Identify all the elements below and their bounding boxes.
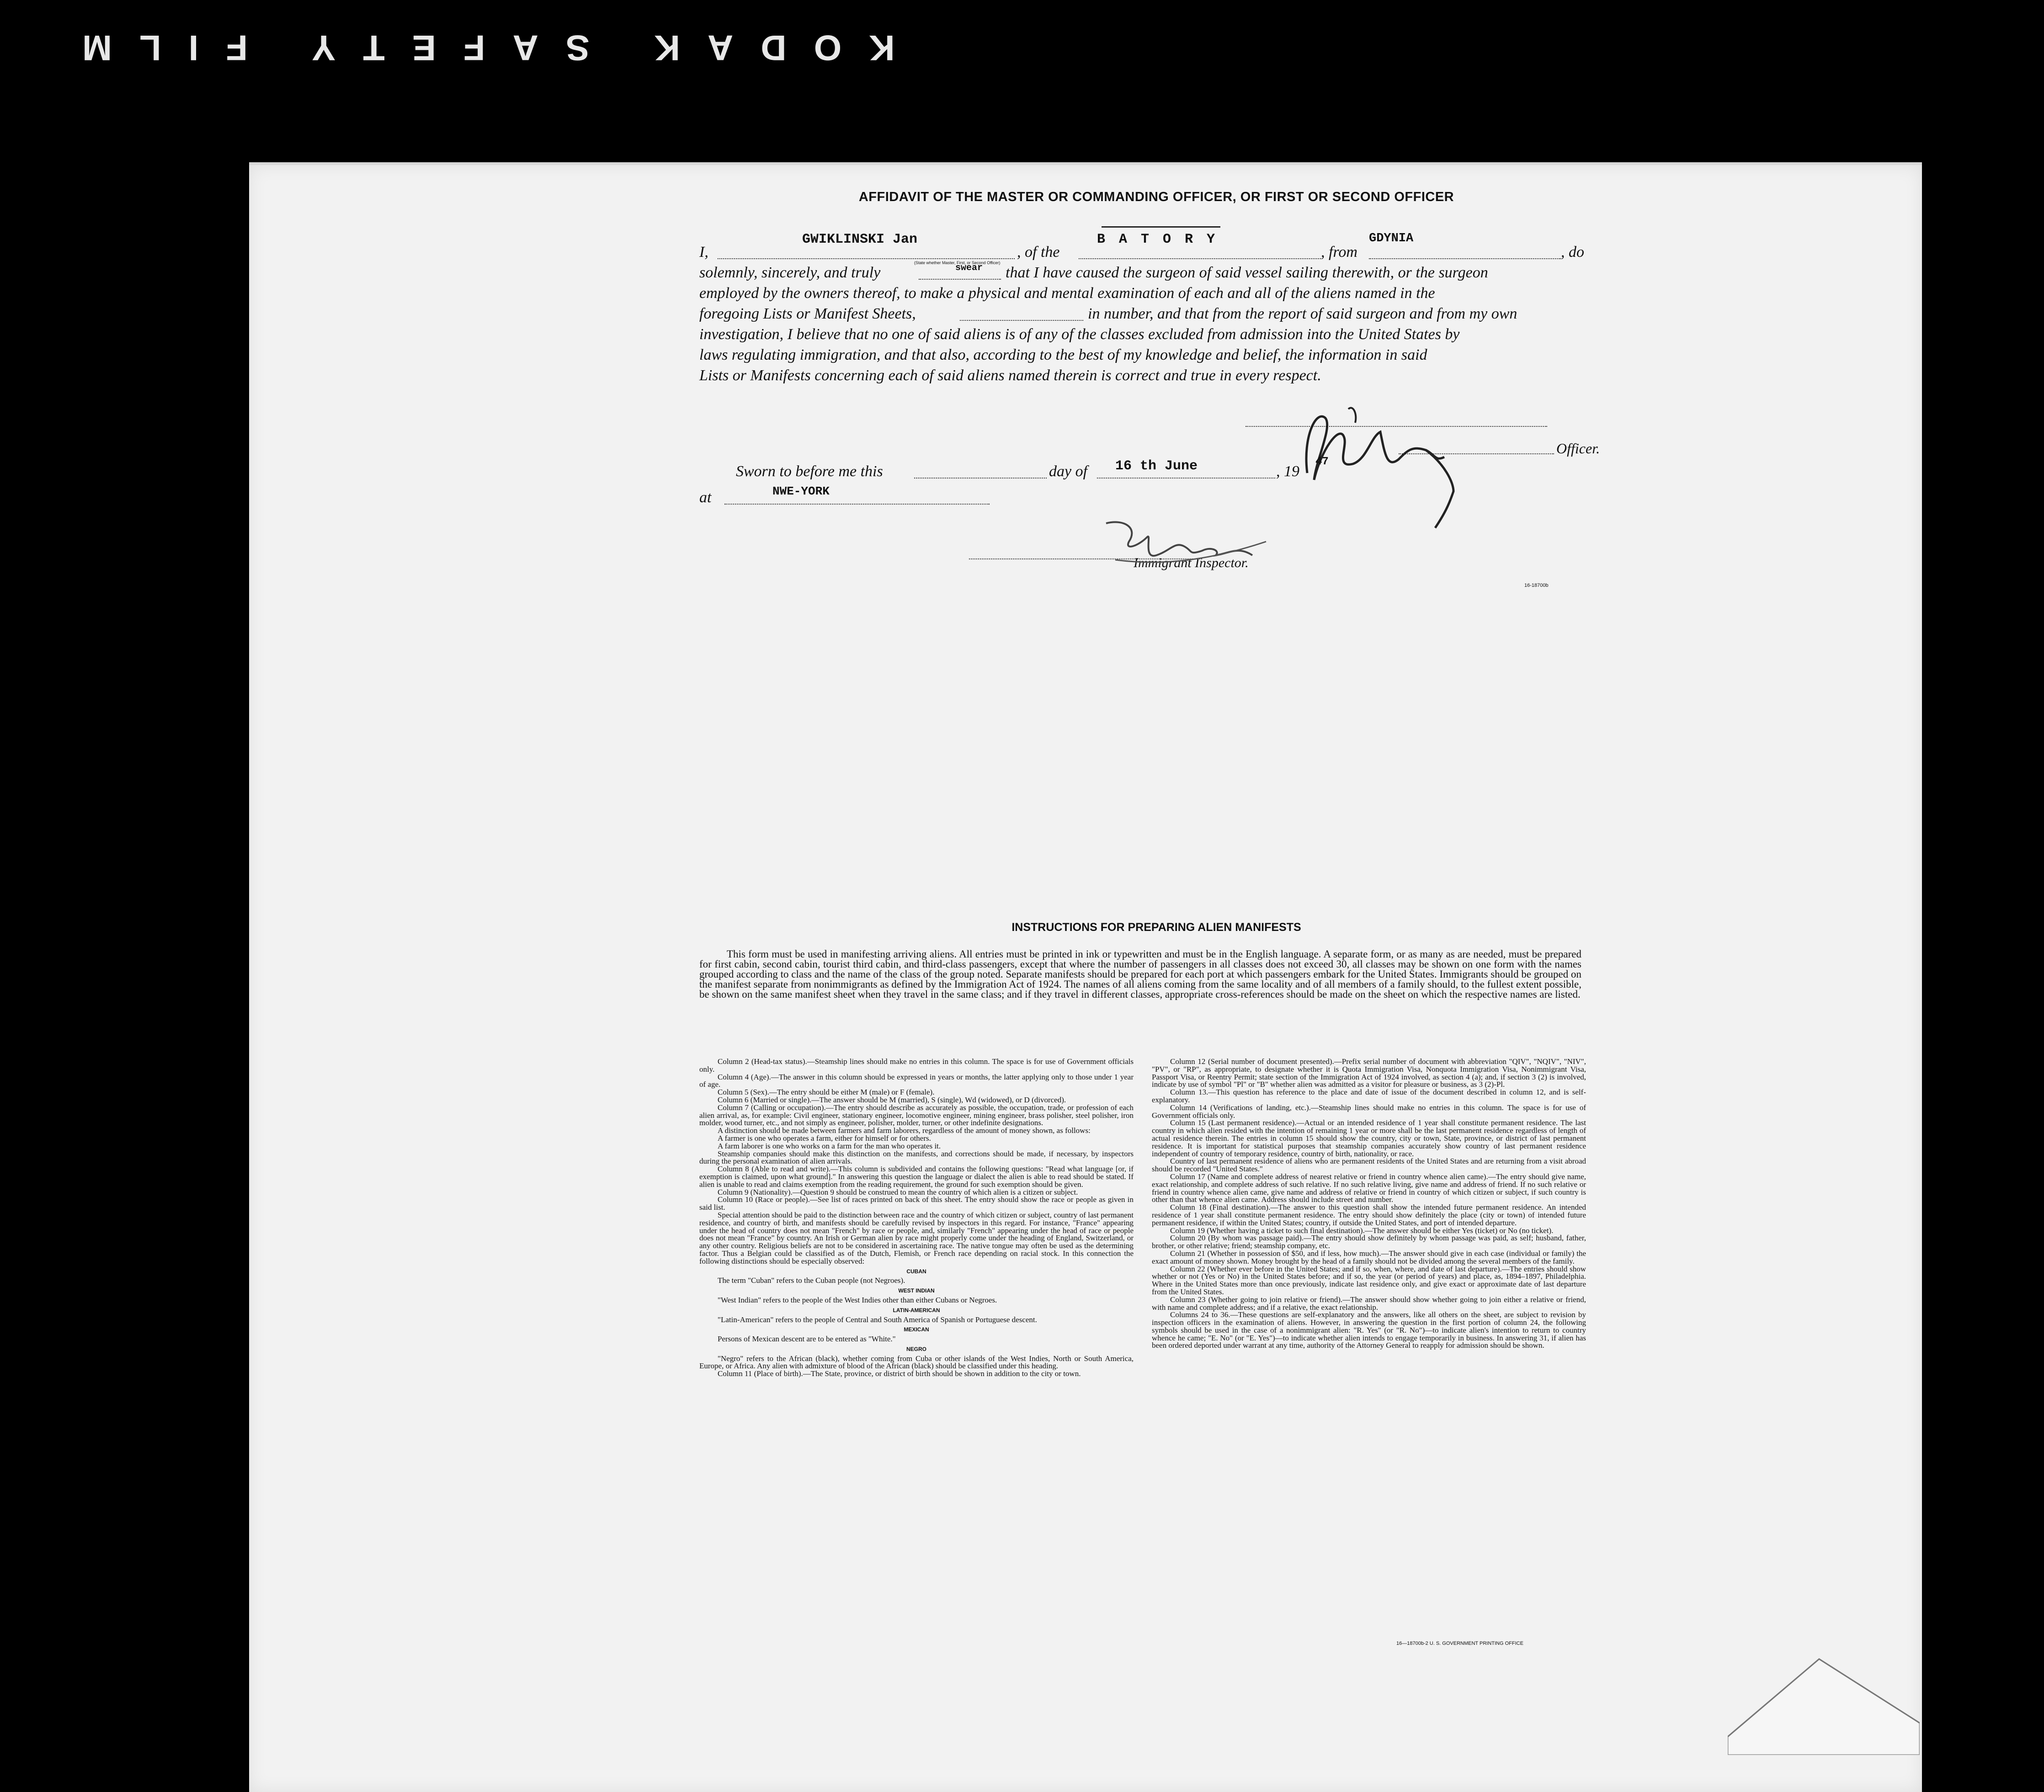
binder-hole xyxy=(1959,1243,1995,1271)
instruction-paragraph: Column 8 (Able to read and write).—This column is subdivided and contains the following questions: "Read what language [or, if exemption is claimed, upon what ground]." In answering this question the language or dialect the alien is able to read should be stated. If alien is unable to read and claims exemption from the reading requirement, the ground for such exemption should be given. xyxy=(699,1165,1134,1189)
instruction-paragraph: Column 17 (Name and complete address of nearest relative or friend in country whence alien came).—The entry should give name, exact relationship, and complete address of such relative. If no such relative living, give name and address of friend. If no such relative or friend in country whence alien came, give name and address of relative or friend in country of which citizen or subject, if such country is other than that whence alien came. Address should include street and number. xyxy=(1152,1172,1586,1204)
title-rule xyxy=(1102,226,1220,228)
film-edge-text: KODAK SAFETY FILM xyxy=(55,28,895,68)
instruction-paragraph: Persons of Mexican descent are to be entered as "White." xyxy=(718,1335,896,1344)
affidavit-line2-rest: that I have caused the surgeon of said vessel sailing therewith, or the surgeon xyxy=(1006,264,1488,281)
folded-corner xyxy=(1728,1654,1920,1755)
instruction-paragraph: Column 12 (Serial number of document presented).—Prefix serial number of document with abbreviation "QIV", "NQIV", "NIV", "PV", or "RP", as appropriate, to designate whether it is Quota Immigration Visa, Nonquota Immigration Visa, Nonimmigrant Visa, Passport Visa, or Reentry Permit; state section of the Immigration Act of 1924 involved, as section 4 (a); and, if section 3 (2) is involved, indicate by use of symbol "Pl" or "B" whether alien was admitted as a visitor for pleasure or business, as 3 (2)-Pl. xyxy=(1152,1057,1586,1089)
race-heading: LATIN-AMERICAN xyxy=(893,1307,940,1313)
sworn-year: 47 xyxy=(1315,456,1329,468)
instructions-left-column xyxy=(699,1058,1134,1378)
instruction-paragraph: Column 23 (Whether going to join relative or friend).—The answer should show whether going to join either a relative or friend, with name and complete address; and if a relative, the exact relationship. xyxy=(1152,1295,1586,1312)
affidavit-line3: employed by the owners thereof, to make a physical and mental examination of each and all of the aliens named in the xyxy=(699,285,1435,302)
affidavit-do: , do xyxy=(1561,244,1584,261)
officer-note: (State whether Master, First, or Second Officer) xyxy=(914,261,1001,265)
swear-word: swear xyxy=(955,263,983,273)
binder-hole xyxy=(1959,654,1995,682)
affidavit-line6: laws regulating immigration, and that also, according to the best of my knowledge and belief, the information in said xyxy=(699,346,1427,363)
inspector-label: Immigrant Inspector. xyxy=(1134,555,1249,570)
instruction-paragraph: The term "Cuban" refers to the Cuban people (not Negroes). xyxy=(718,1276,905,1285)
instruction-paragraph: A farmer is one who operates a farm, either for himself or for others. xyxy=(718,1133,931,1143)
binder-hole xyxy=(1959,1547,1995,1575)
ship-name: B A T O R Y xyxy=(1097,232,1218,247)
film-edge xyxy=(0,0,2044,165)
affidavit-line7: Lists or Manifests concerning each of said aliens named therein is correct and true in every respect. xyxy=(699,367,1321,384)
instruction-paragraph: Column 19 (Whether having a ticket to such final destination).—The answer should be either Yes (ticket) or No (no ticket). xyxy=(1170,1226,1554,1235)
instruction-paragraph: A distinction should be made between farmers and farm laborers, regardless of the amount of money shown, as follows: xyxy=(718,1126,1091,1135)
instructions-right-column xyxy=(1152,1058,1586,1350)
instruction-paragraph: A farm laborer is one who works on a farm for the man who operates it. xyxy=(718,1141,941,1150)
at-place-line xyxy=(724,503,990,505)
instruction-paragraph: Column 22 (Whether ever before in the United States; and if so, when, where, and date of last departure).—The entries should show whether or not (Yes or No) in the United States before; and if so, the year (or period of years) and place, as, 1894–1897, Philadelphia. Where in the United States more than once previously, indicate last residence only, and give exact or approximate date of last departure from the United States. xyxy=(1152,1264,1586,1296)
port-line xyxy=(1369,257,1561,259)
instruction-paragraph: Column 6 (Married or single).—The answer should be M (married), S (single), Wd (widowed), or D (divorced). xyxy=(718,1095,1066,1104)
instruction-paragraph: Steamship companies should make this distinction on the manifests, and corrections should be made, if necessary, by inspectors during the personal examination of alien arrivals. xyxy=(699,1149,1134,1166)
officer-name: GWIKLINSKI Jan xyxy=(802,232,918,247)
affidavit-line4a: foregoing Lists or Manifest Sheets, xyxy=(699,305,916,322)
affidavit-i: I, xyxy=(699,244,708,261)
race-heading: MEXICAN xyxy=(904,1326,929,1333)
sworn-date-line xyxy=(1097,477,1275,479)
instruction-paragraph: Column 18 (Final destination).—The answer to this question shall show the intended future permanent residence. An intended residence of 1 year shall constitute permanent residence. The entry should show definitely the place (city or town) of intended future permanent residence, if within the United States; country, if outside the United States, and port of intended departure. xyxy=(1152,1203,1586,1227)
instruction-paragraph: Column 4 (Age).—The answer in this column should be expressed in years or months, the latter applying only to those under 1 year of age. xyxy=(699,1072,1134,1089)
affidavit-from: , from xyxy=(1321,244,1357,261)
binder-hole xyxy=(1959,1163,1995,1191)
ship-name-line xyxy=(1079,257,1321,259)
sworn-year-prefix: , 19 xyxy=(1276,463,1299,480)
instruction-paragraph: "West Indian" refers to the people of the West Indies other than either Cubans or Negroes. xyxy=(718,1295,997,1304)
sheet-count-line xyxy=(960,319,1083,321)
race-heading: NEGRO xyxy=(906,1345,926,1352)
port-name: GDYNIA xyxy=(1369,232,1414,245)
instruction-paragraph: Column 20 (By whom was passage paid).—The entry should show definitely by whom passage was paid, as self; husband, father, brother, or other relative; friend; steamship company, etc. xyxy=(1152,1234,1586,1250)
instruction-paragraph: Column 14 (Verifications of landing, etc.).—Steamship lines should make no entries in this column. The space is for use of Government officials only. xyxy=(1152,1103,1586,1120)
instructions-intro: This form must be used in manifesting arriving aliens. All entries must be printed in ink or typewritten and must be in the English language. A separate form, or as many as are needed, must be prepared for first cabin, second cabin, tourist third cabin, and third-class passengers, except that where the number of passengers in all classes does not exceed 30, all classes may be shown on one form with the names grouped according to class and the name of the class of the group noted. Separate manifests should be prepared for each port at which passengers embark for the United States. Immigrants should be grouped on the manifest separate from nonimmigrants as defined by the Immigration Act of 1924. The names of all aliens coming from the same locality and of all members of a family should, to the fullest extent possible, be shown on the same manifest sheet when they travel in the same class; and if they travel in different classes, appropriate cross-references should be made on the sheet on which the respective names are listed. xyxy=(699,948,1581,1000)
swear-line xyxy=(919,278,1001,280)
officer-name-line xyxy=(718,257,1015,259)
instruction-paragraph: Special attention should be paid to the distinction between race and the country of which citizen or subject, country of last permanent residence, and country of birth, and manifests should be carefully revised by inspectors in this regard. For instance, "France" appearing under the head of country does not mean "French" by race or people, and, similarly "French" appearing under the head of race or people does not mean "France" by country. An Irish or German alien by race might properly come under the heading of England, Switzerland, or any other country. Religious beliefs are not to be considered in ascertaining race. The native tongue may often be used as the determining factor. Thus a Belgian could be classified as of the Dutch, Flemish, or French race depending on racial stock. In this connection the following distinctions should be especially observed: xyxy=(699,1210,1134,1266)
affidavit-line5: investigation, I believe that no one of said aliens is of any of the classes excluded from admission into the United States by xyxy=(699,326,1460,343)
instruction-paragraph: Column 5 (Sex).—The entry should be either M (male) or F (female). xyxy=(718,1088,935,1097)
binder-hole xyxy=(1959,734,1995,762)
instructions-title: INSTRUCTIONS FOR PREPARING ALIEN MANIFESTS xyxy=(1011,921,1301,934)
instruction-paragraph: Column 21 (Whether in possession of $50, and if less, how much).—The answer should give in each case (individual or family) the exact amount of money shown. Money brought by the head of a family should not be divided among the several members of the family. xyxy=(1152,1249,1586,1266)
instruction-paragraph: Column 10 (Race or people).—See list of races printed on back of this sheet. The entry should show the race or people as given in said list. xyxy=(699,1195,1134,1212)
officer-label: Officer. xyxy=(1556,440,1600,457)
instruction-paragraph: Column 11 (Place of birth).—The State, province, or district of birth should be shown in addition to the city or town. xyxy=(718,1369,1081,1378)
sworn-day-line xyxy=(914,477,1047,479)
binder-hole xyxy=(1959,1469,1995,1498)
at-label: at xyxy=(699,489,712,506)
at-place: NWE-YORK xyxy=(772,484,830,498)
affidavit-line4b: in number, and that from the report of said surgeon and from my own xyxy=(1088,305,1517,322)
instruction-paragraph: "Negro" refers to the African (black), whether coming from Cuba or other islands of the West Indies, North or South America, Europe, or Africa. Any alien with admixture of blood of the African (black) should be classified under this heading. xyxy=(699,1354,1134,1371)
instruction-paragraph: "Latin-American" refers to the people of Central and South America of Spanish or Portuguese descent. xyxy=(718,1315,1037,1324)
instruction-paragraph: Column 7 (Calling or occupation).—The entry should describe as accurately as possible, the occupation, trade, or profession of each alien arrival, as, for example: Civil engineer, stationary engineer, locomotive engineer, mining engineer, brass polisher, steel polisher, iron molder, wood turner, etc., and not simply as engineer, polisher, molder, turner, or other indefinite designations. xyxy=(699,1103,1134,1127)
affidavit-of-the: , of the xyxy=(1017,244,1060,261)
race-heading: CUBAN xyxy=(906,1268,926,1275)
instruction-paragraph: Columns 24 to 36.—These questions are self-explanatory and the answers, like all others on the sheet, are subject to revision by inspection officers in the examination of aliens. However, in answering the question in the first portion of column 24, the following symbols should be used in the case of a nonimmigrant alien: "R. Yes" (or "R. No")—to indicate alien's intention to return to country whence he came; "E. No" (or "E. Yes")—to indicate whether alien intends to engage temporarily in business. In answering 31, if alien has been ordered deported under warrant at any time, authority of the Attorney General to reapply for admission should be shown. xyxy=(1152,1310,1586,1350)
sworn-date: 16 th June xyxy=(1115,458,1198,474)
inspector-signature xyxy=(1097,510,1271,578)
sworn-day-of: day of xyxy=(1049,463,1088,480)
race-heading: WEST INDIAN xyxy=(898,1287,935,1294)
affidavit-form-code: 16-18700b xyxy=(1524,583,1549,588)
sworn-text: Sworn to before me this xyxy=(736,463,883,480)
instruction-paragraph: Country of last permanent residence of aliens who are permanent residents of the United States and are returning from a visit abroad should be recorded "United States." xyxy=(1152,1157,1586,1174)
binder-hole xyxy=(1959,347,1995,376)
instruction-paragraph: Column 13.—This question has reference to the place and date of issue of the document described in column 12, and is self-explanatory. xyxy=(1152,1088,1586,1104)
instruction-paragraph: Column 2 (Head-tax status).—Steamship lines should make no entries in this column. The space is for use of Government officials only. xyxy=(699,1057,1134,1074)
printing-office-code: 16—18700b-2 U. S. GOVERNMENT PRINTING OFFICE xyxy=(1396,1641,1523,1646)
instruction-paragraph: Column 9 (Nationality).—Question 9 should be construed to mean the country of which alien is a citizen or subject. xyxy=(718,1187,1078,1196)
affidavit-title: AFFIDAVIT OF THE MASTER OR COMMANDING OFFICER, OR FIRST OR SECOND OFFICER xyxy=(858,190,1454,204)
binder-hole xyxy=(1959,425,1995,453)
affidavit-line2-start: solemnly, sincerely, and truly xyxy=(699,264,881,281)
instruction-paragraph: Column 15 (Last permanent residence).—Actual or an intended residence of 1 year shall constitute permanent residence. The last country in which alien resided with the intention of remaining 1 year or more shall be the last permanent residence regardless of length of actual residence therein. The entries in column 15 should show the country, city or town, State, province, or district of last permanent residence. It is important for statistical purposes that steamship companies accurately show country of last permanent residence independent of country of temporary residence, country of birth, nationality, or race. xyxy=(1152,1118,1586,1158)
